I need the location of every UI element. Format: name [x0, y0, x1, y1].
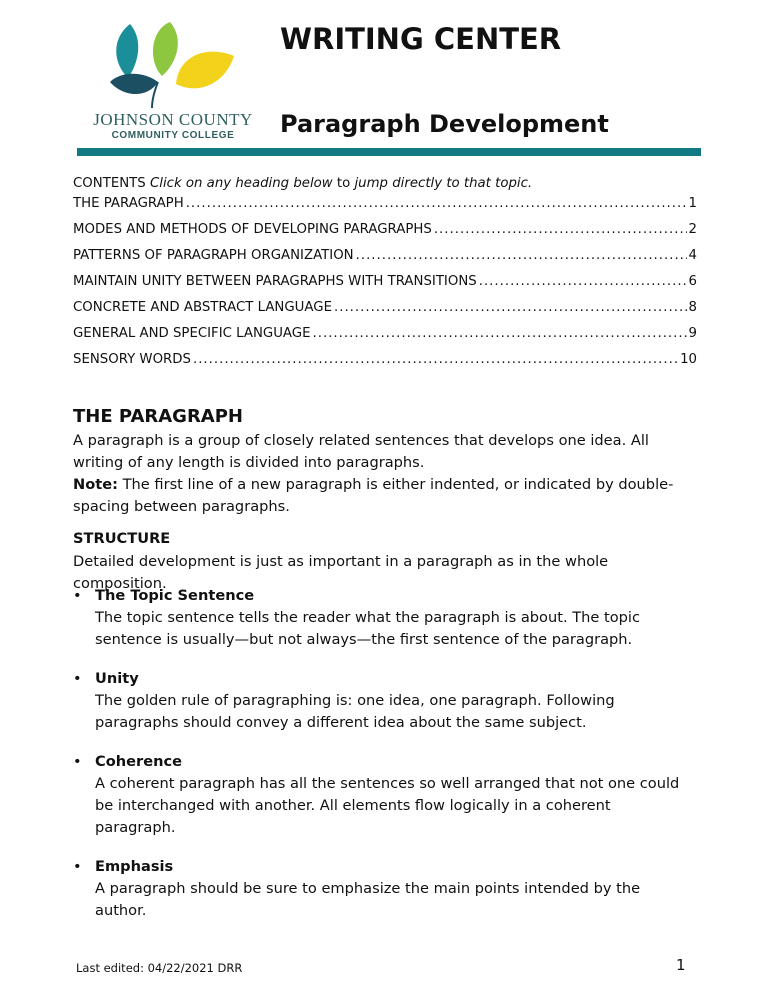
toc-link-general-specific[interactable]: [73, 326, 697, 343]
toc-leader: [193, 352, 678, 367]
list-item: [73, 585, 693, 651]
bullet-title: Coherence: [95, 753, 183, 770]
toc-link-sensory-words[interactable]: [73, 352, 697, 369]
toc-link-the-paragraph[interactable]: [73, 196, 697, 213]
note-paragraph: [73, 474, 693, 518]
leaf-logo-icon: [108, 18, 238, 110]
bullet-title: Unity: [95, 670, 139, 687]
toc-link-transitions[interactable]: [73, 274, 697, 291]
toc-leader: [434, 222, 687, 237]
bullet-text: A coherent paragraph has all the sentences so well arranged that not one could be interchanged with another. All elements flow logically in a coherent paragraph.: [95, 775, 680, 836]
structure-paragraph: Detailed development is just as important in a paragraph as in the whole composition.: [73, 553, 609, 592]
bullet-text: The golden rule of paragraphing is: one idea, one paragraph. Following paragraphs should convey a different idea about the same subject.: [95, 692, 615, 731]
toc-page-number: 6: [688, 274, 697, 289]
toc-leader: [186, 196, 687, 211]
intro-paragraph: A paragraph is a group of closely related sentences that develops one idea. All writing of any length is divided into paragraphs.: [73, 432, 649, 471]
list-item: [73, 668, 693, 734]
contents-instruction: [73, 176, 532, 191]
header-divider: [77, 148, 701, 156]
toc-page-number: 8: [688, 300, 697, 315]
note-label: Note:: [73, 476, 118, 493]
page-subtitle: Paragraph Development: [280, 110, 609, 138]
college-logo: [78, 18, 268, 141]
contents-instruction-part2: to: [336, 176, 351, 191]
toc-link-patterns[interactable]: [73, 248, 697, 265]
logo-college-subtitle: COMMUNITY COLLEGE: [111, 130, 235, 141]
toc-label: THE PARAGRAPH: [73, 196, 184, 211]
toc-link-concrete-abstract[interactable]: [73, 300, 697, 317]
toc-label: CONCRETE AND ABSTRACT LANGUAGE: [73, 300, 332, 315]
toc-label: GENERAL AND SPECIFIC LANGUAGE: [73, 326, 311, 341]
footer-page-number: 1: [676, 956, 686, 974]
bullet-text: The topic sentence tells the reader what the paragraph is about. The topic sentence is usually—but not always—the first sentence of the paragraph.: [95, 609, 640, 648]
contents-instruction-part1: Click on any heading below: [149, 176, 333, 191]
bullet-icon: •: [73, 858, 82, 875]
bullet-icon: •: [73, 670, 82, 687]
toc-leader: [479, 274, 687, 289]
bullet-icon: •: [73, 587, 82, 604]
toc-page-number: 1: [688, 196, 697, 211]
bullet-text: A paragraph should be sure to emphasize the main points intended by the author.: [95, 880, 641, 919]
toc-leader: [356, 248, 687, 263]
toc-leader: [313, 326, 687, 341]
bullet-title: Emphasis: [95, 858, 174, 875]
toc-link-modes-and-methods[interactable]: [73, 222, 697, 239]
toc-page-number: 4: [688, 248, 697, 263]
structure-bullet-list: [73, 585, 693, 939]
toc-page-number: 9: [688, 326, 697, 341]
contents-instruction-part3: jump directly to that topic.: [354, 176, 533, 191]
toc-label: MODES AND METHODS OF DEVELOPING PARAGRAPHS: [73, 222, 432, 237]
toc-page-number: 10: [680, 352, 697, 367]
logo-college-name: JOHNSON COUNTY: [93, 110, 253, 129]
contents-label: CONTENTS: [73, 176, 146, 191]
toc-leader: [334, 300, 687, 315]
table-of-contents: [73, 196, 697, 378]
page-title: WRITING CENTER: [280, 22, 562, 56]
section-heading: THE PARAGRAPH: [73, 406, 243, 427]
list-item: [73, 856, 693, 922]
bullet-title: The Topic Sentence: [95, 587, 255, 604]
toc-page-number: 2: [688, 222, 697, 237]
list-item: [73, 751, 693, 839]
toc-label: MAINTAIN UNITY BETWEEN PARAGRAPHS WITH TRANSITIONS: [73, 274, 477, 289]
toc-label: PATTERNS OF PARAGRAPH ORGANIZATION: [73, 248, 354, 263]
footer-last-edited: Last edited: 04/22/2021 DRR: [76, 961, 243, 975]
structure-heading: STRUCTURE: [73, 530, 171, 547]
toc-label: SENSORY WORDS: [73, 352, 191, 367]
note-text: The first line of a new paragraph is either indented, or indicated by double-spacing between paragraphs.: [73, 476, 674, 515]
bullet-icon: •: [73, 753, 82, 770]
